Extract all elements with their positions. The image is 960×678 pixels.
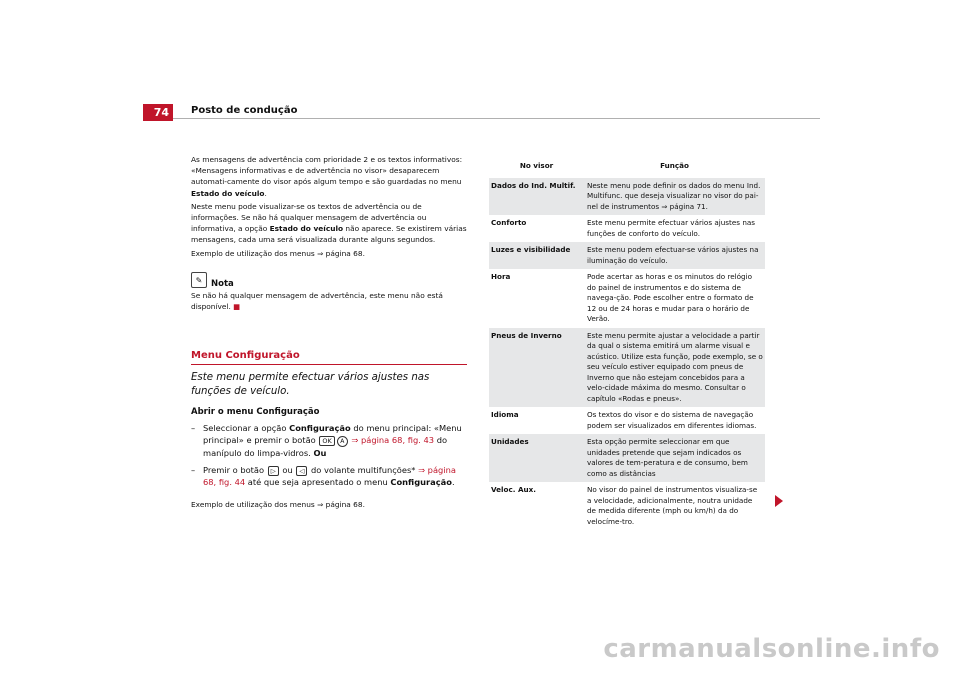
row-value: Este menu podem efectuar-se vários ajustes na iluminação do veículo.: [587, 245, 759, 265]
step2-c: do volante multifunções*: [308, 464, 419, 475]
page-ref-link[interactable]: ⇒ página 68, fig. 43: [351, 435, 435, 446]
menu-table: [489, 158, 765, 530]
note-text: [191, 290, 471, 312]
step-1-text: [203, 422, 471, 460]
table-row: [489, 242, 765, 269]
table-row: [489, 407, 765, 434]
step2-b: ou: [279, 464, 296, 475]
table-row: [489, 215, 765, 242]
row-key: Unidades: [491, 437, 529, 446]
row-value: No visor do painel de instrumentos visualiza-se a velocidade, adicionalmente, noutra unidade de medida diferente (mph ou km/h) da do velocíme-tro.: [587, 485, 758, 526]
step2-d: até que seja apresentado o menu: [245, 477, 391, 488]
step1-a: Seleccionar a opção: [203, 422, 290, 433]
header-col-function: Função: [660, 161, 689, 170]
p1-bold: Estado do veículo: [191, 188, 265, 198]
page-number: 74: [143, 104, 173, 121]
row-value: Os textos do visor e do sistema de navegação podem ser visualizados em diferentes idiomas.: [587, 410, 757, 430]
row-key: Luzes e visibilidade: [491, 245, 571, 254]
p2-text: Neste menu pode visualizar-se os textos de advertência ou de informações. Se não há qualquer mensagem de advertência ou informativa, a opção: [191, 201, 427, 234]
footer-reference: Exemplo de utilização dos menus ⇒ página 68.: [191, 499, 365, 509]
page-ref-link[interactable]: ⇒ página 68, fig. 44: [203, 464, 456, 488]
subheading: Abrir o menu Configuração: [191, 406, 320, 417]
section-divider: [191, 364, 467, 365]
row-key: Pneus de Inverno: [491, 330, 562, 340]
paragraph-3: Exemplo de utilização dos menus ⇒ página 68.: [191, 248, 365, 258]
p1-end: .: [264, 188, 267, 198]
p2-end: não aparece. Se existirem várias mensagens, cada uma será visualizada durante alguns segundos.: [191, 224, 467, 245]
step2-e: Configuração: [390, 477, 452, 488]
step-dash: –: [191, 464, 196, 475]
step2-a: Premir o botão: [203, 464, 267, 475]
note-title: Nota: [211, 278, 234, 289]
table-row: [489, 328, 765, 408]
note-body: Se não há qualquer mensagem de advertência, este menu não está disponível.: [191, 291, 443, 312]
header-divider: [173, 118, 820, 119]
step-dash: –: [191, 422, 196, 433]
section-title: Menu Configuração: [191, 350, 300, 362]
row-value: Neste menu pode definir os dados do menu Ind. Multifunc. que deseja visualizar no visor do pai-nel de instrumentos ⇒ página 71.: [587, 180, 761, 211]
table-row: [489, 482, 765, 530]
row-key: Hora: [491, 272, 511, 281]
row-value: Este menu permite efectuar vários ajustes nas funções de conforto do veículo.: [587, 218, 756, 238]
note-header: [191, 271, 471, 290]
row-key: Dados do Ind. Multif.: [491, 180, 576, 190]
step-2: [191, 464, 471, 489]
table-header: [489, 158, 765, 178]
chapter-title: Posto de condução: [191, 105, 298, 116]
p1-text: As mensagens de advertência com prioridade 2 e os textos informativos: «Mensagens informativas e de advertência no visor» desaparecem automati-camente do visor após algum tempo e são guardadas no menu: [191, 155, 463, 187]
row-key: Idioma: [491, 410, 519, 419]
left-arrow-key-icon: ◁: [296, 466, 307, 476]
row-key: Conforto: [491, 218, 527, 227]
p2-bold: Estado do veículo: [269, 224, 344, 234]
watermark: carmanualsonline.info: [603, 634, 940, 664]
step1-e: Ou: [313, 448, 327, 459]
table-row: [489, 178, 765, 216]
table-row: [489, 434, 765, 482]
section-lead: Este menu permite efectuar vários ajustes nas funções de veículo.: [191, 371, 430, 397]
row-value: Pode acertar as horas e os minutos do relógio do painel de instrumentos e do sistema de navega-ção. Pode escolher entre o formato de 12 ou de 24 horas e mudar para o horário de Verão.: [587, 272, 754, 323]
paragraph-1: [191, 154, 471, 199]
header-col-display: No visor: [519, 161, 554, 170]
end-marker-icon: ■: [233, 302, 241, 312]
a-key-icon: A: [337, 436, 348, 447]
step1-c: do menu principal: «Menu principal» e premir o botão: [203, 422, 462, 446]
table-row: [489, 269, 765, 328]
row-value: Este menu permite ajustar a velocidade a partir da qual o sistema emitirá um alarme visual e acústico. Utilize esta função, pode exemplo, se o seu veículo estiver equipado com pneus de Inverno que não estejam concebidos para a velo-cidade máxima do mesmo. Consultar o capítulo «Rodas e pneus».: [587, 330, 763, 403]
ok-key-icon: OK: [319, 436, 334, 446]
step-1: [191, 422, 471, 460]
step2-f: .: [451, 477, 455, 488]
note-icon: ✎: [191, 272, 207, 288]
right-arrow-key-icon: ▷: [268, 466, 279, 476]
row-value: Esta opção permite seleccionar em que unidades pretende que sejam indicados os valores de tem-peratura e de consumo, bem como as distâncias: [587, 437, 748, 478]
row-key: Veloc. Aux.: [491, 485, 536, 494]
paragraph-2: [191, 201, 471, 246]
left-column: [191, 154, 471, 510]
step1-d: do manípulo do limpa-vidros.: [203, 435, 448, 459]
step-2-text: [203, 464, 471, 489]
continue-arrow-icon: [775, 495, 783, 507]
step1-b: Configuração: [289, 422, 351, 433]
